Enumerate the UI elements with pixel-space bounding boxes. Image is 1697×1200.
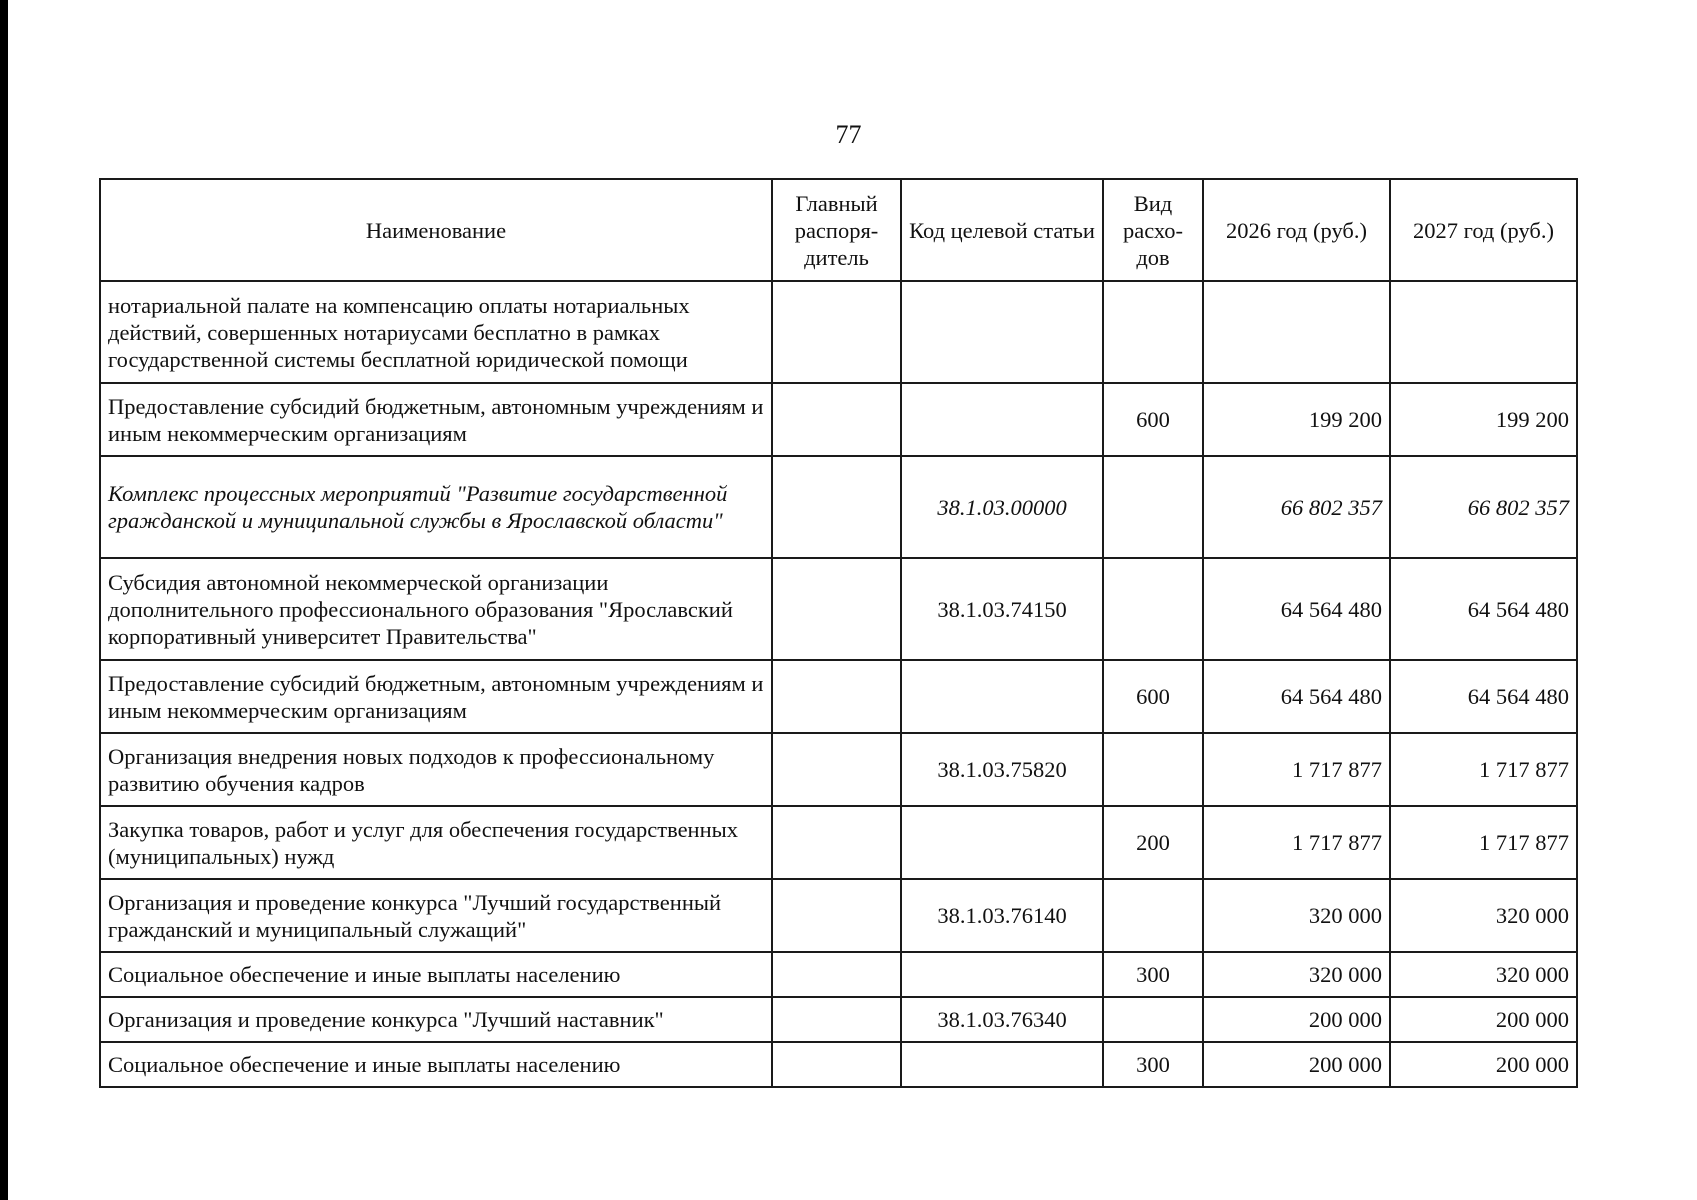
cell-code: 38.1.03.76340 — [901, 997, 1103, 1042]
header-2027: 2027 год (руб.) — [1390, 179, 1577, 281]
cell-code: 38.1.03.76140 — [901, 879, 1103, 952]
cell-manager — [772, 660, 901, 733]
cell-manager — [772, 456, 901, 558]
cell-name: Субсидия автономной некоммерческой организации дополнительного профессионального образования "Ярославский корпоративный университет Правительства" — [100, 558, 772, 660]
cell-type: 200 — [1103, 806, 1203, 879]
cell-code: 38.1.03.00000 — [901, 456, 1103, 558]
table-row — [100, 806, 1577, 879]
cell-2027 — [1390, 281, 1577, 383]
table-row — [100, 879, 1577, 952]
table-row — [100, 1042, 1577, 1087]
cell-2027: 200 000 — [1390, 1042, 1577, 1087]
cell-manager — [772, 383, 901, 456]
cell-name: Предоставление субсидий бюджетным, автономным учреждениям и иным некоммерческим организациям — [100, 383, 772, 456]
cell-2026: 200 000 — [1203, 1042, 1390, 1087]
cell-2027: 320 000 — [1390, 879, 1577, 952]
cell-2026 — [1203, 281, 1390, 383]
cell-manager — [772, 806, 901, 879]
cell-type — [1103, 456, 1203, 558]
cell-2026: 200 000 — [1203, 997, 1390, 1042]
cell-2026: 1 717 877 — [1203, 806, 1390, 879]
cell-name: Закупка товаров, работ и услуг для обеспечения государственных (муниципальных) нужд — [100, 806, 772, 879]
table-row — [100, 558, 1577, 660]
cell-type: 300 — [1103, 1042, 1203, 1087]
cell-type: 300 — [1103, 952, 1203, 997]
cell-type — [1103, 733, 1203, 806]
cell-type: 600 — [1103, 660, 1203, 733]
cell-2027: 64 564 480 — [1390, 660, 1577, 733]
table-row — [100, 281, 1577, 383]
header-type: Вид расхо-дов — [1103, 179, 1203, 281]
cell-name: нотариальной палате на компенсацию оплаты нотариальных действий, совершенных нотариусами бесплатно в рамках государственной системы бесплатной юридической помощи — [100, 281, 772, 383]
table-row — [100, 733, 1577, 806]
cell-2026: 199 200 — [1203, 383, 1390, 456]
cell-2026: 320 000 — [1203, 952, 1390, 997]
cell-code — [901, 952, 1103, 997]
cell-name: Организация и проведение конкурса "Лучший государственный гражданский и муниципальный служащий" — [100, 879, 772, 952]
table-row — [100, 660, 1577, 733]
cell-type — [1103, 558, 1203, 660]
cell-code: 38.1.03.75820 — [901, 733, 1103, 806]
cell-2026: 66 802 357 — [1203, 456, 1390, 558]
cell-manager — [772, 558, 901, 660]
cell-manager — [772, 879, 901, 952]
page-number: 77 — [835, 120, 862, 149]
cell-manager — [772, 952, 901, 997]
cell-2027: 1 717 877 — [1390, 806, 1577, 879]
cell-code — [901, 281, 1103, 383]
cell-manager — [772, 997, 901, 1042]
cell-2027: 1 717 877 — [1390, 733, 1577, 806]
table-row — [100, 997, 1577, 1042]
cell-name: Предоставление субсидий бюджетным, автономным учреждениям и иным некоммерческим организациям — [100, 660, 772, 733]
cell-manager — [772, 281, 901, 383]
budget-table — [99, 178, 1578, 1088]
header-2026: 2026 год (руб.) — [1203, 179, 1390, 281]
cell-code — [901, 660, 1103, 733]
table-row — [100, 383, 1577, 456]
cell-name: Организация и проведение конкурса "Лучший наставник" — [100, 997, 772, 1042]
header-manager: Главный распоря-дитель — [772, 179, 901, 281]
cell-2027: 320 000 — [1390, 952, 1577, 997]
cell-code — [901, 383, 1103, 456]
header-name: Наименование — [100, 179, 772, 281]
cell-2027: 199 200 — [1390, 383, 1577, 456]
table-row — [100, 952, 1577, 997]
header-code: Код целевой статьи — [901, 179, 1103, 281]
cell-manager — [772, 733, 901, 806]
cell-2027: 200 000 — [1390, 997, 1577, 1042]
cell-name: Социальное обеспечение и иные выплаты населению — [100, 952, 772, 997]
cell-name: Комплекс процессных мероприятий "Развитие государственной гражданской и муниципальной службы в Ярославской области" — [100, 456, 772, 558]
cell-2026: 64 564 480 — [1203, 660, 1390, 733]
cell-2027: 64 564 480 — [1390, 558, 1577, 660]
cell-type — [1103, 281, 1203, 383]
cell-name: Социальное обеспечение и иные выплаты населению — [100, 1042, 772, 1087]
cell-2026: 1 717 877 — [1203, 733, 1390, 806]
cell-type: 600 — [1103, 383, 1203, 456]
cell-name: Организация внедрения новых подходов к профессиональному развитию обучения кадров — [100, 733, 772, 806]
cell-2027: 66 802 357 — [1390, 456, 1577, 558]
cell-2026: 320 000 — [1203, 879, 1390, 952]
cell-code — [901, 1042, 1103, 1087]
cell-type — [1103, 997, 1203, 1042]
cell-manager — [772, 1042, 901, 1087]
cell-code: 38.1.03.74150 — [901, 558, 1103, 660]
table-row — [100, 456, 1577, 558]
table-header-row — [100, 179, 1577, 281]
cell-code — [901, 806, 1103, 879]
cell-type — [1103, 879, 1203, 952]
cell-2026: 64 564 480 — [1203, 558, 1390, 660]
scan-left-edge — [0, 0, 8, 1200]
